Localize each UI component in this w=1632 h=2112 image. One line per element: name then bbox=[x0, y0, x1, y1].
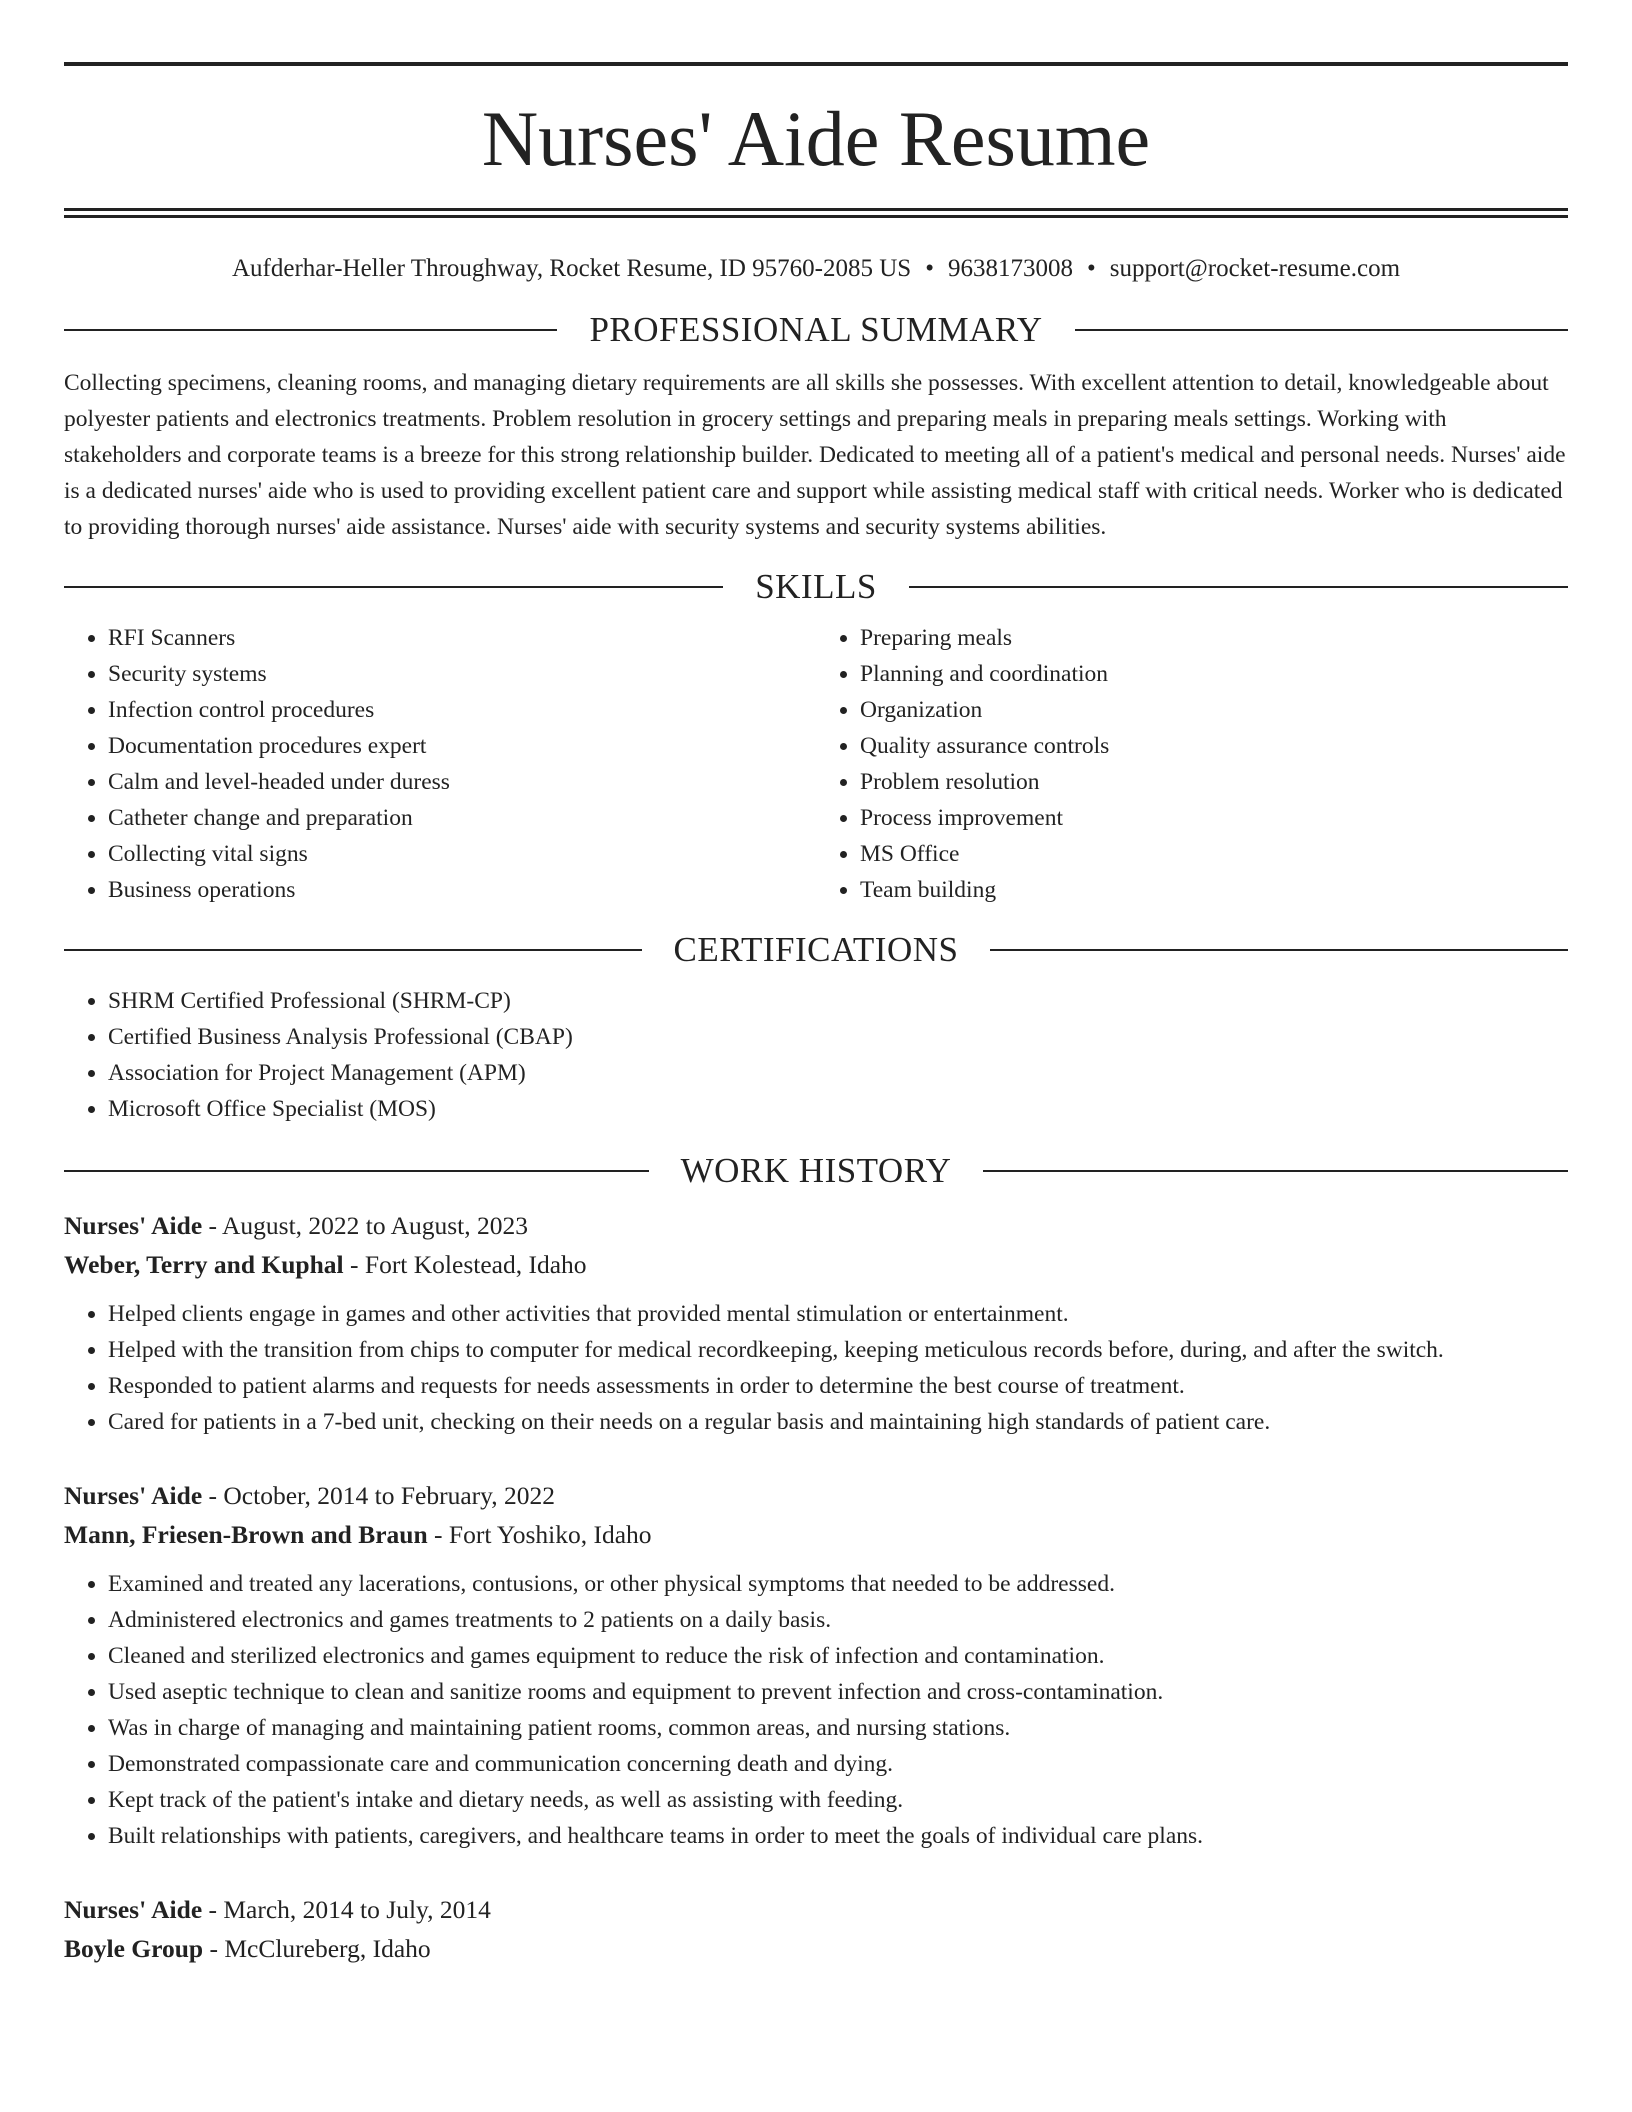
title-double-rule bbox=[64, 208, 1568, 218]
work-history-list bbox=[64, 1206, 1568, 1968]
job-bullet: • Helped clients engage in games and other activities that provided mental stimulation or entertainment. bbox=[108, 1296, 1568, 1332]
top-rule bbox=[64, 62, 1568, 66]
job-company: Weber, Terry and Kuphal bbox=[64, 1250, 344, 1279]
skills-columns bbox=[64, 620, 1568, 908]
certifications-section bbox=[64, 983, 1568, 1127]
job-title-line bbox=[64, 1476, 1568, 1515]
contact-address: Aufderhar-Heller Throughway, Rocket Resume, ID 95760-2085 US bbox=[231, 255, 912, 282]
certification-item: • Certified Business Analysis Professional (CBAP) bbox=[108, 1019, 1568, 1055]
heading-rule-right bbox=[1075, 329, 1568, 331]
summary-heading-label: PROFESSIONAL SUMMARY bbox=[589, 310, 1043, 349]
job-bullet: • Helped with the transition from chips to computer for medical recordkeeping, keeping meticulous records before, during, and after the switch. bbox=[108, 1332, 1568, 1368]
skills-list-right bbox=[816, 620, 1568, 908]
skill-item: • MS Office bbox=[860, 836, 1568, 872]
heading-rule-right bbox=[909, 586, 1568, 588]
heading-rule-left bbox=[64, 1170, 649, 1172]
contact-phone[interactable]: 9638173008 bbox=[947, 255, 1073, 282]
heading-rule-left bbox=[64, 329, 557, 331]
heading-rule-left bbox=[64, 586, 723, 588]
certification-item: • Association for Project Management (APM) bbox=[108, 1055, 1568, 1091]
skill-item: • Planning and coordination bbox=[860, 656, 1568, 692]
job-location: - McClureberg, Idaho bbox=[203, 1934, 431, 1963]
skill-item: • Collecting vital signs bbox=[108, 836, 816, 872]
heading-rule-left bbox=[64, 949, 642, 951]
skill-item: • RFI Scanners bbox=[108, 620, 816, 656]
job-bullet: • Kept track of the patient's intake and dietary needs, as well as assisting with feeding. bbox=[108, 1782, 1568, 1818]
job-bullet: • Demonstrated compassionate care and communication concerning death and dying. bbox=[108, 1746, 1568, 1782]
skill-item: • Security systems bbox=[108, 656, 816, 692]
resume-page bbox=[64, 0, 1568, 1968]
resume-title: Nurses' Aide Resume bbox=[481, 95, 1151, 182]
certifications-heading-label: CERTIFICATIONS bbox=[673, 930, 959, 969]
skill-item: • Organization bbox=[860, 692, 1568, 728]
job-dates: - October, 2014 to February, 2022 bbox=[202, 1481, 555, 1510]
summary-text: Collecting specimens, cleaning rooms, and managing dietary requirements are all skills she possesses. With excellent attention to detail, knowledgeable about polyester patients and electronics treatments. Problem resolution in grocery settings and preparing meals in preparing meals settings. Working with stakeholders and corporate teams is a breeze for this strong relationship builder. Dedicated to meeting all of a patient's medical and personal needs. Nurses' aide is a dedicated nurses' aide who is used to providing excellent patient care and support while assisting medical staff with critical needs. Worker who is dedicated to providing thorough nurses' aide assistance. Nurses' aide with security systems and security systems abilities. bbox=[64, 370, 1566, 540]
contact-email[interactable]: support@rocket-resume.com bbox=[1109, 255, 1401, 282]
heading-rule-right bbox=[990, 949, 1568, 951]
skills-column-left bbox=[64, 620, 816, 908]
job-entry bbox=[64, 1206, 1568, 1440]
contact-separator: • bbox=[925, 255, 934, 282]
skill-item: • Team building bbox=[860, 872, 1568, 908]
contact-line bbox=[64, 254, 1568, 284]
contact-separator: • bbox=[1086, 255, 1096, 282]
heading-rule-right bbox=[983, 1170, 1568, 1172]
job-entry bbox=[64, 1476, 1568, 1854]
job-title-line bbox=[64, 1890, 1568, 1929]
certifications-list bbox=[64, 983, 1568, 1127]
skill-item: • Infection control procedures bbox=[108, 692, 816, 728]
job-title: Nurses' Aide bbox=[64, 1895, 203, 1924]
job-bullet: • Was in charge of managing and maintaining patient rooms, common areas, and nursing stations. bbox=[108, 1710, 1568, 1746]
job-company-line bbox=[64, 1515, 1568, 1554]
skill-item: • Quality assurance controls bbox=[860, 728, 1568, 764]
certification-item: • Microsoft Office Specialist (MOS) bbox=[108, 1091, 1568, 1127]
job-title-line bbox=[64, 1206, 1568, 1245]
job-company-line bbox=[64, 1245, 1568, 1284]
skill-item: • Process improvement bbox=[860, 800, 1568, 836]
job-entry bbox=[64, 1890, 1568, 1968]
job-dates: - August, 2022 to August, 2023 bbox=[202, 1211, 529, 1240]
skills-column-right bbox=[816, 620, 1568, 908]
skill-item: • Documentation procedures expert bbox=[108, 728, 816, 764]
skill-item: • Business operations bbox=[108, 872, 816, 908]
job-bullets bbox=[64, 1296, 1568, 1440]
work-heading-label: WORK HISTORY bbox=[680, 1151, 952, 1190]
skill-item: • Calm and level-headed under duress bbox=[108, 764, 816, 800]
certification-item: • SHRM Certified Professional (SHRM-CP) bbox=[108, 983, 1568, 1019]
skills-list-left bbox=[64, 620, 816, 908]
job-bullet: • Responded to patient alarms and requests for needs assessments in order to determine the best course of treatment. bbox=[108, 1368, 1568, 1404]
skills-heading bbox=[64, 569, 1568, 604]
job-title: Nurses' Aide bbox=[64, 1211, 203, 1240]
certifications-heading bbox=[64, 932, 1568, 967]
skill-item: • Preparing meals bbox=[860, 620, 1568, 656]
job-location: - Fort Yoshiko, Idaho bbox=[427, 1520, 652, 1549]
job-location: - Fort Kolestead, Idaho bbox=[343, 1250, 587, 1279]
job-bullet: • Used aseptic technique to clean and sanitize rooms and equipment to prevent infection and cross-contamination. bbox=[108, 1674, 1568, 1710]
job-bullet: • Cleaned and sterilized electronics and games equipment to reduce the risk of infection and contamination. bbox=[108, 1638, 1568, 1674]
skill-item: • Catheter change and preparation bbox=[108, 800, 816, 836]
job-bullet: • Administered electronics and games treatments to 2 patients on a daily basis. bbox=[108, 1602, 1568, 1638]
job-company: Mann, Friesen-Brown and Braun bbox=[64, 1520, 428, 1549]
skill-item: • Problem resolution bbox=[860, 764, 1568, 800]
job-bullet: • Built relationships with patients, caregivers, and healthcare teams in order to meet the goals of individual care plans. bbox=[108, 1818, 1568, 1854]
job-company: Boyle Group bbox=[64, 1934, 204, 1963]
job-bullet: • Examined and treated any lacerations, contusions, or other physical symptoms that needed to be addressed. bbox=[108, 1566, 1568, 1602]
job-dates: - March, 2014 to July, 2014 bbox=[202, 1895, 491, 1924]
job-bullet: • Cared for patients in a 7-bed unit, checking on their needs on a regular basis and maintaining high standards of patient care. bbox=[108, 1404, 1568, 1440]
summary-heading bbox=[64, 312, 1568, 347]
job-bullets bbox=[64, 1566, 1568, 1854]
job-company-line bbox=[64, 1929, 1568, 1968]
work-heading bbox=[64, 1153, 1568, 1188]
skills-heading-label: SKILLS bbox=[755, 567, 877, 606]
job-title: Nurses' Aide bbox=[64, 1481, 203, 1510]
